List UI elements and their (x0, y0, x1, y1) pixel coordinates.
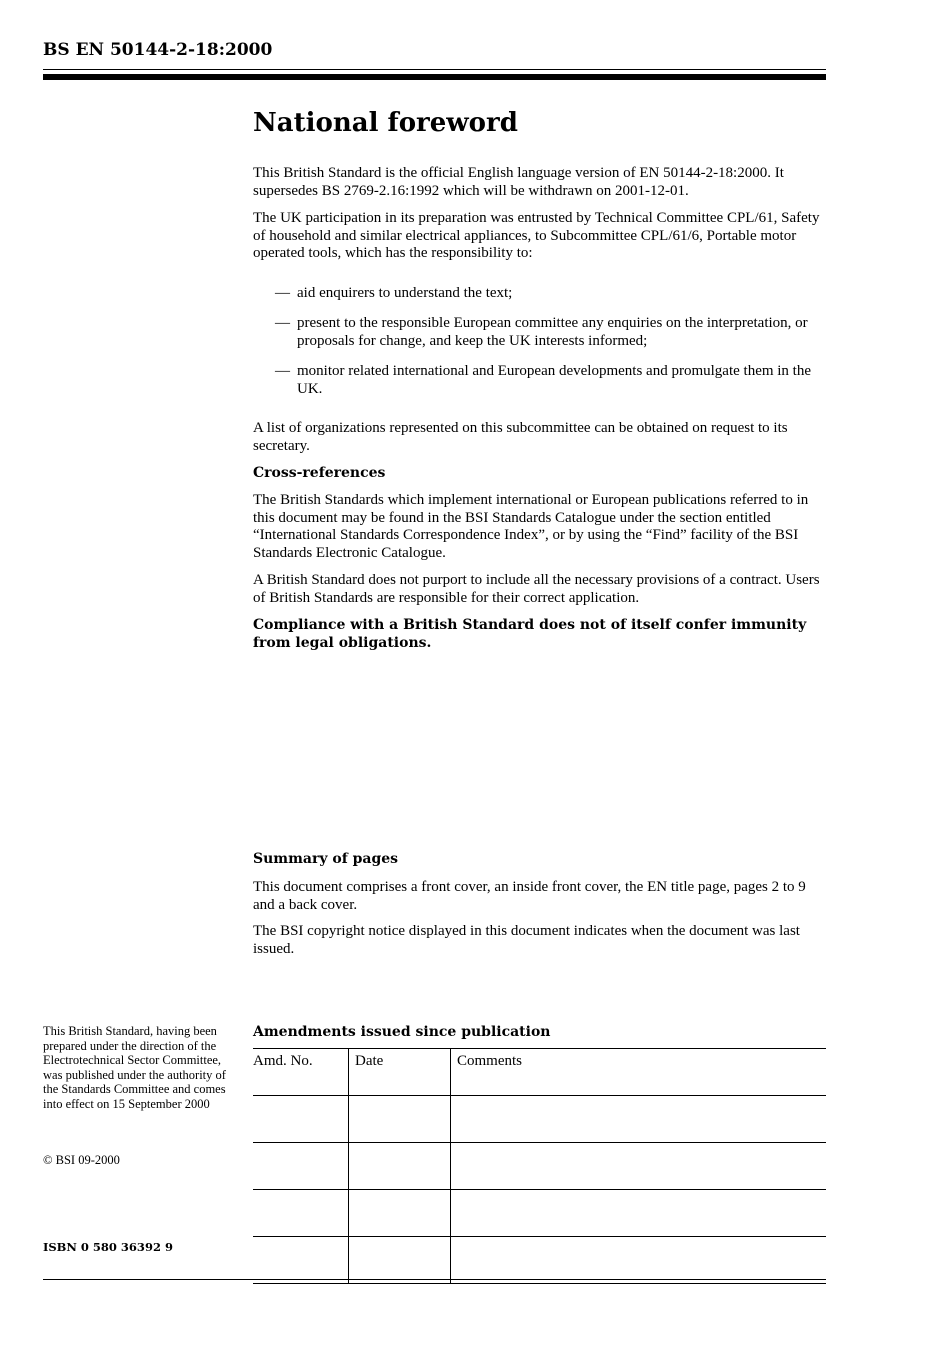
header-rule-thick (43, 74, 826, 80)
table-cell (451, 1143, 827, 1190)
table-cell (253, 1190, 349, 1237)
summary-paragraph-1: This document comprises a front cover, an inside front cover, the EN title page, pages 2 to 9 and a back cover. (253, 879, 806, 913)
table-row (253, 1096, 826, 1143)
table-cell (349, 1190, 451, 1237)
table-row (253, 1190, 826, 1237)
column-header-date: Date (349, 1049, 451, 1096)
list-note: A list of organizations represented on this subcommittee can be obtained on request to its secretary. (253, 420, 788, 454)
summary-paragraph-2: The BSI copyright notice displayed in this document indicates when the document was last issued. (253, 923, 800, 957)
responsibility-text: aid enquirers to understand the text; (297, 285, 513, 301)
sidebar-isbn: ISBN 0 580 36392 9 (43, 1240, 173, 1254)
dash-marker: — (275, 315, 290, 331)
summary-heading: Summary of pages (253, 851, 399, 867)
table-cell (349, 1237, 451, 1284)
intro-paragraph-1: This British Standard is the official English language version of EN 50144-2-18:2000. It supersedes BS 2769-2.16:1992 which will be withdrawn on 2001-12-01. (253, 165, 784, 199)
cross-references-heading: Cross-references (253, 465, 386, 481)
responsibility-item (275, 363, 835, 398)
intro-paragraph-2: The UK participation in its preparation was entrusted by Technical Committee CPL/61, Safety of household and similar electrical appliances, to Subcommittee CPL/61/6, Portable motor operated tools, which has the responsibility to: (253, 210, 820, 261)
cross-references-paragraph-2: A British Standard does not purport to include all the necessary provisions of a contract. Users of British Standards are responsible for their correct application. (253, 572, 820, 606)
column-header-comments: Comments (451, 1049, 827, 1096)
table-cell (451, 1237, 827, 1284)
amendments-table (253, 1048, 826, 1284)
column-header-amd-no: Amd. No. (253, 1049, 349, 1096)
table-header-row (253, 1049, 826, 1096)
table-cell (349, 1096, 451, 1143)
table-row (253, 1237, 826, 1284)
dash-marker: — (275, 285, 290, 301)
compliance-statement: Compliance with a British Standard does not of itself confer immunity from legal obligations. (253, 617, 807, 651)
footer-rule (43, 1279, 826, 1280)
responsibility-item (275, 315, 835, 350)
page-title: National foreword (253, 108, 518, 138)
amendments-heading: Amendments issued since publication (253, 1024, 551, 1040)
table-cell (451, 1096, 827, 1143)
table-row (253, 1143, 826, 1190)
responsibility-text: monitor related international and European developments and promulgate them in the UK. (297, 363, 812, 397)
dash-marker: — (275, 363, 290, 379)
table-cell (253, 1143, 349, 1190)
sidebar-copyright: © BSI 09-2000 (43, 1153, 120, 1167)
responsibility-item (275, 285, 835, 303)
sidebar-prepared-note: This British Standard, having been prepared under the direction of the Electrotechnical Sector Committee, was published under the authority of the Standards Committee and comes into effect on 15 September 2000 (43, 1024, 226, 1111)
header-code: BS EN 50144-2-18:2000 (43, 40, 273, 60)
table-cell (349, 1143, 451, 1190)
header-rule-thin (43, 69, 826, 70)
table-cell (451, 1190, 827, 1237)
table-cell (253, 1096, 349, 1143)
responsibility-text: present to the responsible European committee any enquiries on the interpretation, or proposals for change, and keep the UK interests informed; (297, 315, 808, 349)
cross-references-paragraph-1: The British Standards which implement international or European publications referred to in this document may be found in the BSI Standards Catalogue under the section entitled “International Standards Correspondence Index”, or by using the “Find” facility of the BSI Standards Electronic Catalogue. (253, 492, 809, 561)
table-cell (253, 1237, 349, 1284)
